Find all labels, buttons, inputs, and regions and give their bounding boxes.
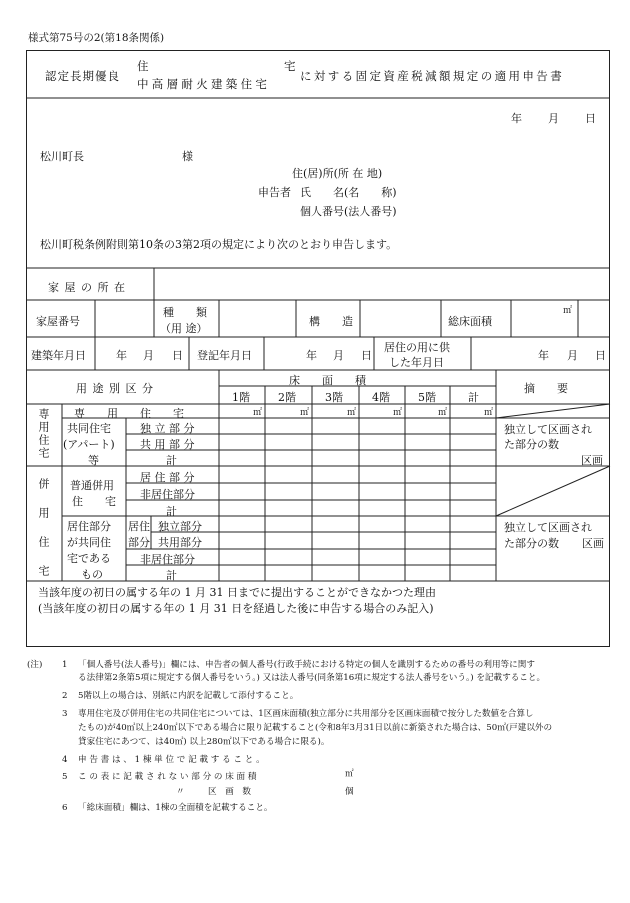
- remark-kukaku-2: 区画: [582, 537, 604, 550]
- form-number: 様式第75号の2(第18条関係): [28, 32, 165, 44]
- kei-label-1: 計: [166, 454, 177, 467]
- note-5-ko: 個: [345, 787, 354, 797]
- date-year: 年: [511, 112, 522, 125]
- sen-vertical-label: 専用住宅: [37, 408, 50, 460]
- statement: 松川町税条例附則第10条の3第2項の規定により次のとおり申告します。: [40, 238, 398, 251]
- sqm-floor-4: ㎡: [393, 408, 403, 418]
- addressee-sama: 様: [182, 150, 193, 163]
- applicant-number-label: 個人番号(法人番号): [300, 205, 397, 218]
- reason-line-2: (当該年度の初日の属する年の 1 月 31 日を経過した後に申告する場合のみ記入): [38, 602, 434, 615]
- kyoyo-label: 共 用 部 分: [140, 438, 195, 451]
- residential-month: 月: [567, 349, 578, 362]
- residential-date-label-1: 居住の用に供: [384, 341, 450, 354]
- notes-label: (注): [27, 660, 43, 670]
- title-bottom: 中高層耐火建築住宅: [137, 77, 271, 91]
- registered-year: 年: [306, 349, 317, 362]
- note-5-line-1: こ の 表 に 記 載 さ れ な い 部 分 の 床 面 積: [78, 772, 257, 782]
- dokuritsu-label: 独 立 部 分: [140, 422, 195, 435]
- remark-sectioned-2a: 独立して区画され: [504, 521, 592, 534]
- residential-date-label-2: した年月日: [389, 356, 444, 369]
- date-month: 月: [548, 112, 559, 125]
- addressee-name: 松川町長: [40, 150, 84, 163]
- floor-4-header: 4階: [372, 391, 390, 404]
- note-4-number: 4: [62, 755, 68, 765]
- kyodo-hei-label-3: 宅である: [67, 552, 111, 565]
- sqm-floor-5: ㎡: [438, 408, 448, 418]
- dokuritsu2-label: 独立部分: [158, 520, 202, 533]
- floor-total-header: 計: [468, 391, 479, 404]
- sqm-floor-2: ㎡: [300, 408, 310, 418]
- remarks-header: 摘 要: [524, 382, 568, 395]
- kyodo-hei-label-1: 居住部分: [67, 520, 111, 533]
- remark-sectioned-2b: た部分の数: [504, 537, 559, 550]
- kyodo-label-3: 等: [88, 454, 99, 467]
- total-floor-area-label: 総床面積: [448, 315, 492, 328]
- type-label-1: 種 類: [163, 306, 207, 319]
- applicant-address-label: 住(居)所(所 在 地): [292, 167, 383, 180]
- location-label: 家 屋 の 所 在: [48, 281, 126, 294]
- residential-day: 日: [595, 349, 606, 362]
- remark-sectioned-1b: た部分の数: [504, 438, 559, 451]
- futsu-label-2: 住 宅: [72, 495, 116, 508]
- structure-label: 構 造: [309, 315, 353, 328]
- floor-3-header: 3階: [325, 391, 343, 404]
- kyodo-hei-label-4: もの: [81, 568, 103, 581]
- note-1-line-1: 「個人番号(法人番号)」欄には、申告者の個人番号(行政手続における特定の個人を識別するための番号の利用等に関す: [78, 660, 535, 670]
- floor-5-header: 5階: [418, 391, 436, 404]
- note-6-number: 6: [62, 803, 68, 813]
- registered-day: 日: [361, 349, 372, 362]
- remark-sectioned-1a: 独立して区画され: [504, 423, 592, 436]
- registered-date-label: 登記年月日: [197, 349, 252, 362]
- residential-year: 年: [538, 349, 549, 362]
- applicant-name-label: 氏 名(名 称): [300, 186, 397, 199]
- floor-1-header: 1階: [232, 391, 250, 404]
- note-5-ditto: 〃: [176, 787, 185, 797]
- title-part3: に対する固定資産税減額規定の適用申告書: [300, 69, 565, 83]
- total-floor-area-sqm: ㎡: [563, 306, 573, 316]
- date-day: 日: [585, 112, 596, 125]
- built-date-label: 建築年月日: [31, 349, 86, 362]
- type-label-2: （用 途）: [160, 322, 208, 335]
- note-3-line-1: 専用住宅及び併用住宅の共同住宅については、1区画床面積(独立部分に共用部分を区画床面積で按分した数値を合算し: [78, 709, 534, 719]
- kyoju-label: 居 住 部 分: [140, 471, 195, 484]
- note-2-number: 2: [62, 691, 68, 701]
- hikyoju-label-1: 非居住部分: [140, 488, 195, 501]
- registered-month: 月: [333, 349, 344, 362]
- use-category-header: 用 途 別 区 分: [76, 382, 154, 395]
- kyodo-label-1: 共同住宅: [67, 422, 111, 435]
- kyoju-short-1: 居住: [128, 520, 150, 533]
- note-1-number: 1: [62, 660, 68, 670]
- house-number-label: 家屋番号: [36, 315, 80, 328]
- built-day: 日: [172, 349, 183, 362]
- futsu-label-1: 普通併用: [70, 479, 114, 492]
- kyoju-short-2: 部分: [128, 536, 150, 549]
- note-6-line-1: 「総床面積」欄は、1棟の全面積を記載すること。: [78, 803, 273, 813]
- note-1-line-2: る法律第2条第5項に規定する個人番号をいう。) 又は法人番号(同条第16項に規定する法人番号をいう。) を記載すること。: [78, 673, 546, 683]
- title-part1: 認定長期優良: [45, 69, 120, 83]
- kyodo-hei-label-2: が共同住: [67, 536, 111, 549]
- kei-label-2: 計: [166, 505, 177, 518]
- kyoyo2-label: 共用部分: [158, 536, 202, 549]
- note-5-kukaku: 区 画 数: [208, 787, 251, 797]
- hei-vertical-label: 併用住宅: [37, 478, 50, 594]
- applicant-shinkokusha: 申告者: [258, 186, 291, 199]
- note-3-line-3: 貸家住宅にあつて、は40㎡) 以上280㎡以下である場合に限る)。: [78, 737, 330, 747]
- title-top-left: 住: [137, 59, 149, 73]
- built-year: 年: [116, 349, 127, 362]
- note-4-line-1: 申 告 書 は 、 1 棟 単 位 で 記 載 す る こ と 。: [78, 755, 265, 765]
- note-5-sqm: ㎡: [345, 769, 354, 779]
- note-3-number: 3: [62, 709, 68, 719]
- built-month: 月: [143, 349, 154, 362]
- sqm-floor-3: ㎡: [347, 408, 357, 418]
- note-5-number: 5: [62, 772, 68, 782]
- kei-label-3: 計: [166, 569, 177, 582]
- floor-2-header: 2階: [278, 391, 296, 404]
- sqm-floor-total: ㎡: [484, 408, 494, 418]
- note-3-line-2: たもの)が40㎡以上240㎡以下である場合に限り記載すること(令和8年3月31日以前に新築された場合は、50㎡(戸建以外の: [78, 723, 553, 733]
- sqm-floor-1: ㎡: [253, 408, 263, 418]
- sen-full-label: 専 用 住 宅: [74, 407, 184, 420]
- title-top-right: 宅: [284, 59, 296, 73]
- floor-area-header: 床 面 積: [289, 374, 366, 387]
- reason-line-1: 当該年度の初日の属する年の 1 月 31 日までに提出することができなかつた理由: [38, 586, 436, 599]
- hikyoju-label-2: 非居住部分: [140, 553, 195, 566]
- remark-kukaku-1: 区画: [581, 454, 603, 467]
- note-2-line-1: 5階以上の場合は、別紙に内訳を記載して添付すること。: [78, 691, 299, 701]
- kyodo-label-2: (アパート): [63, 438, 115, 451]
